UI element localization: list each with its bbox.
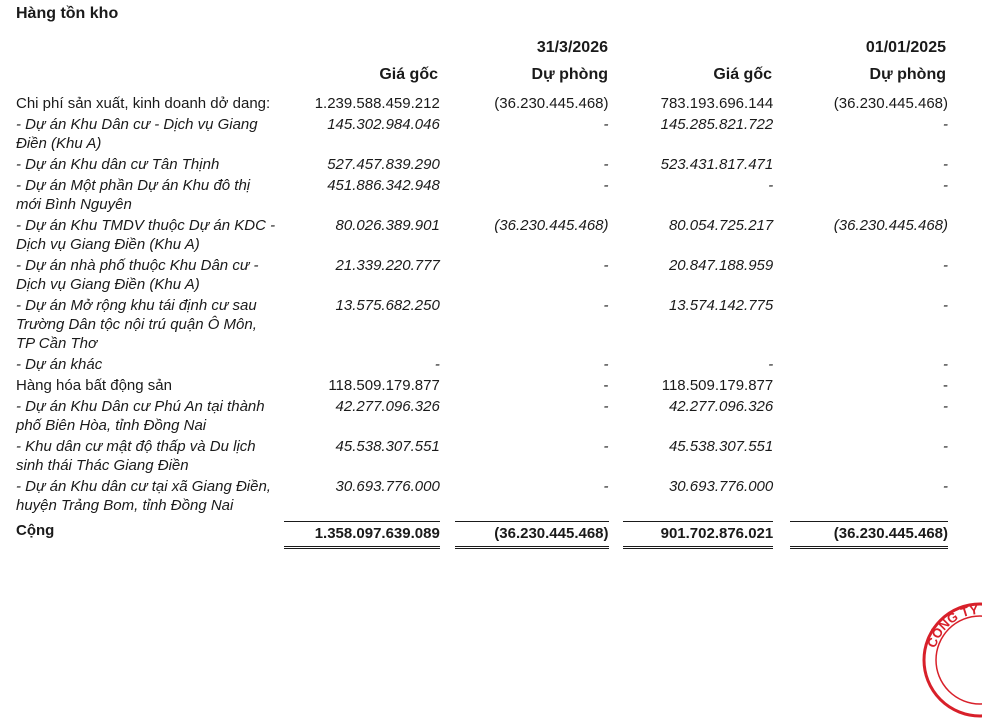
cell-provision-prior: (36.230.445.468) [833,95,948,112]
inventory-table [16,94,948,549]
cell-cost-prior: 80.054.725.217 [668,217,774,234]
table-row [16,376,948,397]
cell-cost-prior: 145.285.821.722 [660,116,774,133]
cell-cost-current: 21.339.220.777 [335,257,440,274]
cell-provision-current: (36.230.445.468) [494,95,609,112]
total-row [16,517,948,549]
table-row [16,176,948,216]
section-title: Hàng tồn kho [16,5,119,22]
cell-cost-prior: 45.538.307.551 [668,438,774,455]
column-header-cost-current: Giá gốc [379,66,438,83]
cell-provision-prior: - [943,297,948,314]
table-row [16,94,948,115]
row-label: - Dự án Khu dân cư Tân Thịnh [16,156,220,173]
total-cost-prior: 901.702.876.021 [623,521,773,549]
cell-provision-current: - [603,478,609,495]
total-provision-prior: (36.230.445.468) [790,521,948,549]
inventory-table-body [16,94,948,549]
cell-provision-current: - [603,438,609,455]
seal-text: CÔNG TY [923,601,980,650]
cell-cost-current: - [434,356,440,373]
row-label: - Dự án Khu TMDV thuộc Dự án KDC - Dịch vụ Giang Điền (Khu A) [16,217,276,253]
cell-cost-current: 80.026.389.901 [335,217,440,234]
row-label: - Khu dân cư mật độ thấp và Du lịch sinh thái Thác Giang Điền [16,438,256,474]
cell-provision-current: - [603,116,609,133]
cell-cost-prior: 118.509.179.877 [661,377,774,394]
row-label: Chi phí sản xuất, kinh doanh dở dang: [16,95,271,112]
cell-provision-prior: - [943,356,948,373]
cell-cost-prior: 20.847.188.959 [668,257,774,274]
cell-provision-current: - [603,356,609,373]
row-label: - Dự án nhà phố thuộc Khu Dân cư - Dịch vụ Giang Điền (Khu A) [16,257,259,293]
total-label: Cộng [16,522,55,539]
period-current-header: 31/3/2026 [536,39,608,56]
cell-cost-current: 118.509.179.877 [328,377,440,394]
table-row [16,216,948,256]
column-header-cost-prior: Giá gốc [713,66,772,83]
cell-provision-current: - [603,156,609,173]
cell-provision-prior: - [943,438,948,455]
period-prior-header: 01/01/2025 [865,39,946,56]
cell-provision-prior: - [943,156,948,173]
cell-provision-prior: - [943,398,948,415]
cell-provision-prior: - [943,257,948,274]
row-label: Hàng hóa bất động sản [16,377,172,394]
row-label: - Dự án Khu dân cư tại xã Giang Điền, huyện Trảng Bom, tỉnh Đồng Nai [16,478,271,514]
cell-cost-current: 527.457.839.290 [327,156,440,173]
table-row [16,437,948,477]
cell-provision-prior: - [943,116,948,133]
company-seal-stamp [920,600,982,720]
column-header-provision-current: Dự phòng [531,66,608,83]
row-label: - Dự án Một phần Dự án Khu đô thị mới Bình Nguyên [16,177,251,213]
table-row [16,397,948,437]
cell-cost-prior: - [768,356,774,373]
cell-provision-current: - [603,177,609,194]
table-row [16,155,948,176]
table-row [16,115,948,155]
cell-cost-current: 145.302.984.046 [327,116,440,133]
row-label: - Dự án Khu Dân cư Phú An tại thành phố Biên Hòa, tỉnh Đồng Nai [16,398,265,434]
row-label: - Dự án Khu Dân cư - Dịch vụ Giang Điền (Khu A) [16,116,258,152]
cell-provision-prior: - [943,377,948,394]
cell-provision-prior: (36.230.445.468) [833,217,948,234]
row-label: - Dự án khác [16,356,103,373]
cell-provision-prior: - [943,478,948,495]
cell-provision-current: - [603,257,609,274]
cell-cost-prior: 30.693.776.000 [668,478,774,495]
cell-cost-current: 13.575.682.250 [335,297,440,314]
cell-provision-prior: - [943,177,948,194]
cell-cost-current: 1.239.588.459.212 [314,95,440,112]
cell-cost-current: 45.538.307.551 [335,438,440,455]
table-row [16,296,948,355]
cell-cost-prior: 42.277.096.326 [668,398,774,415]
table-row [16,477,948,517]
cell-provision-current: - [603,297,609,314]
row-label: - Dự án Mở rộng khu tái định cư sau Trường Dân tộc nội trú quận Ô Môn, TP Cần Thơ [16,297,257,352]
cell-cost-prior: 13.574.142.775 [668,297,774,314]
table-row [16,355,948,376]
cell-provision-current: (36.230.445.468) [494,217,609,234]
table-row [16,256,948,296]
cell-cost-current: 451.886.342.948 [327,177,440,194]
total-provision-current: (36.230.445.468) [455,521,609,549]
cell-provision-current: - [603,377,609,394]
cell-cost-prior: - [768,177,774,194]
cell-cost-current: 42.277.096.326 [335,398,440,415]
cell-provision-current: - [603,398,609,415]
cell-cost-current: 30.693.776.000 [335,478,440,495]
cell-cost-prior: 783.193.696.144 [660,95,774,112]
column-header-provision-prior: Dự phòng [869,66,946,83]
cell-cost-prior: 523.431.817.471 [660,156,774,173]
total-cost-current: 1.358.097.639.089 [284,521,440,549]
